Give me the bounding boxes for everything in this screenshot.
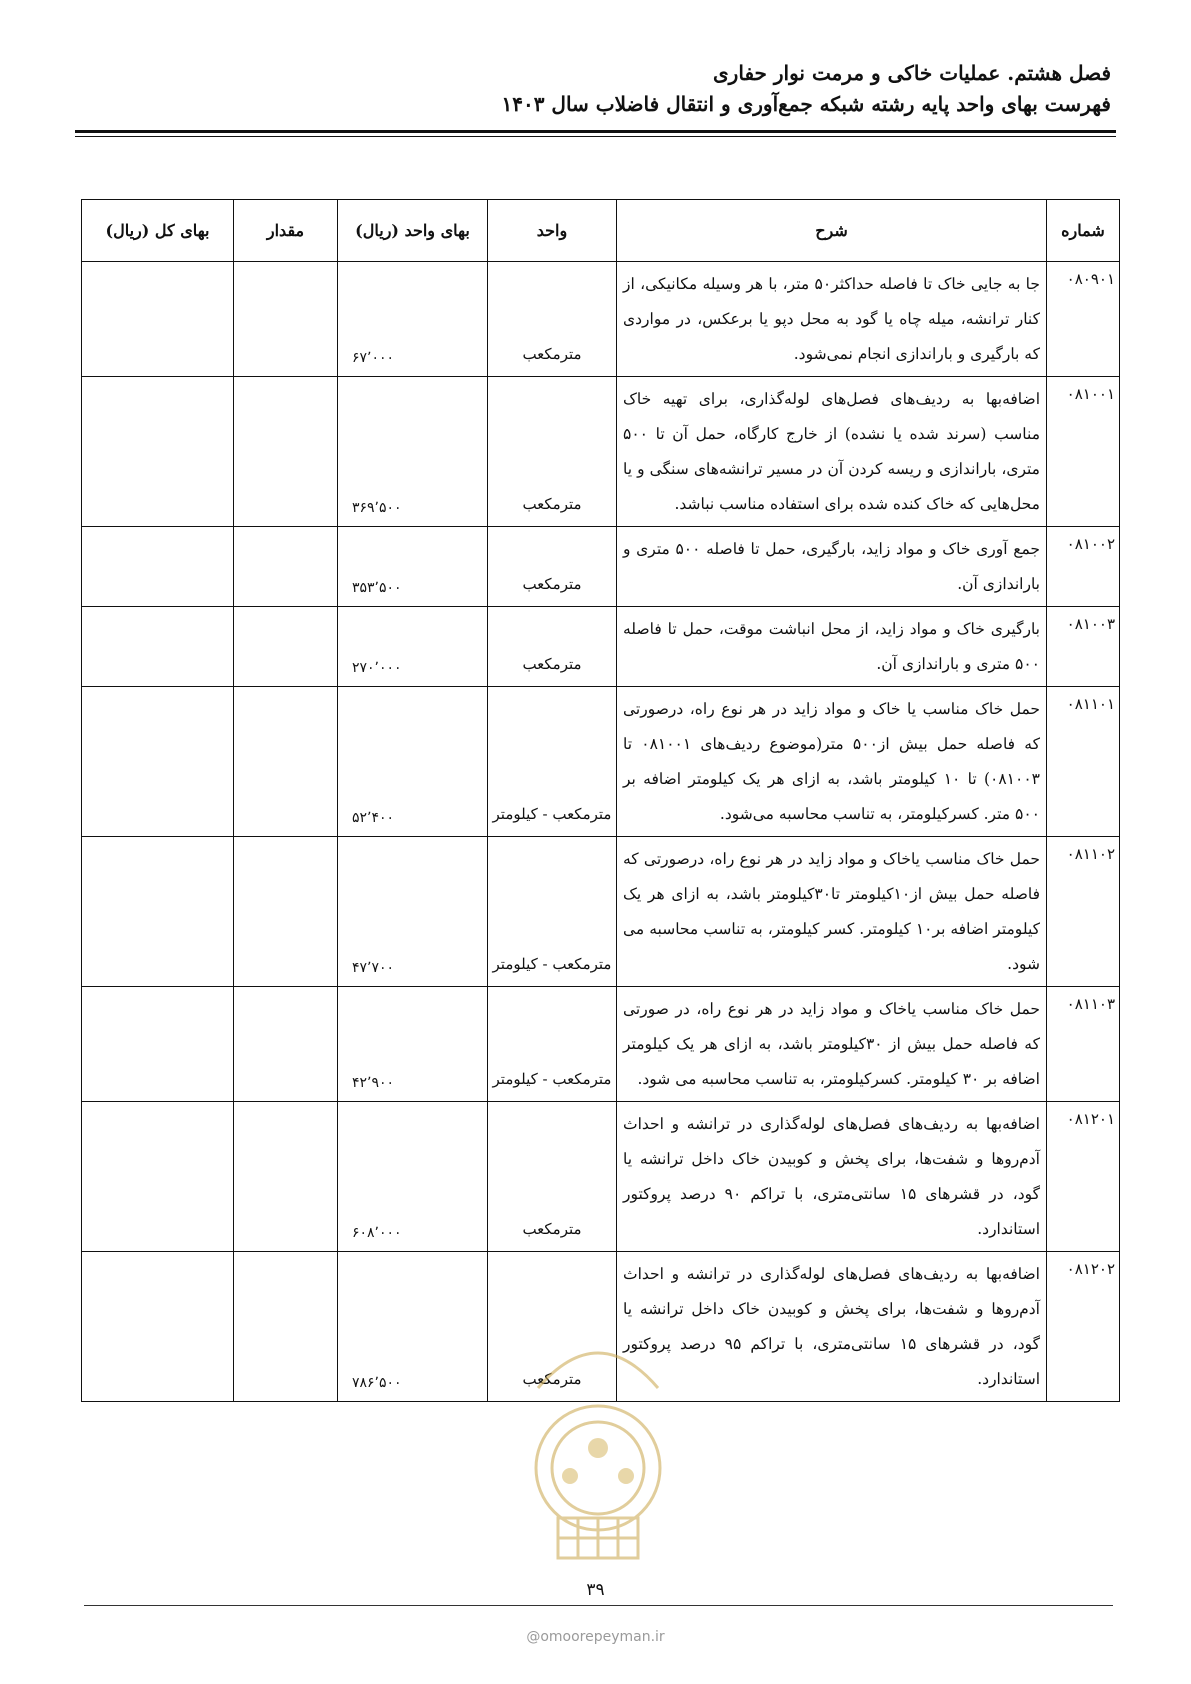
- item-number: ۰۸۱۲۰۲: [1047, 1252, 1120, 1402]
- page-number: ۳۹: [586, 1580, 605, 1600]
- item-quantity: [234, 687, 338, 837]
- item-description: اضافه‌بها به ردیف‌های فصل‌های لوله‌گذاری در ترانشه و احداث آدم‌روها و شفت‌ها، برای پخش و کوبیدن خاک داخل ترانشه یا گود، در قشرهای ۱۵ سانتی‌متری، با تراکم ۹۵ درصد پروکتور استاندارد.: [617, 1252, 1047, 1402]
- watermark-url: @omoorepeyman.ir: [526, 1629, 665, 1645]
- item-description: حمل خاک مناسب یاخاک و مواد زاید در هر نوع راه، درصورتی که فاصله حمل بیش از۱۰کیلومتر تا۳۰کیلومتر باشد، به ازای هر یک کیلومتر اضافه بر۱۰ کیلومتر. کسر کیلومتر، به تناسب محاسبه می شود.: [617, 837, 1047, 987]
- item-number: ۰۸۱۰۰۱: [1047, 377, 1120, 527]
- item-number: ۰۸۱۱۰۲: [1047, 837, 1120, 987]
- item-number: ۰۸۱۲۰۱: [1047, 1102, 1120, 1252]
- item-unit: مترمکعب: [488, 262, 617, 377]
- item-total: [82, 687, 234, 837]
- item-quantity: [234, 377, 338, 527]
- item-unit: مترمکعب: [488, 607, 617, 687]
- column-header-number: شماره: [1047, 200, 1120, 262]
- item-unit-price: ۳۵۳٬۵۰۰: [338, 527, 488, 607]
- item-description: حمل خاک مناسب یاخاک و مواد زاید در هر نوع راه، در صورتی که فاصله حمل بیش از ۳۰کیلومتر باشد، به ازای هر یک کیلومتر اضافه بر ۳۰ کیلومتر. کسرکیلومتر، به تناسب محاسبه می شود.: [617, 987, 1047, 1102]
- chapter-title: فصل هشتم. عملیات خاکی و مرمت نوار حفاری: [713, 61, 1111, 85]
- item-total: [82, 987, 234, 1102]
- item-total: [82, 377, 234, 527]
- table-row: [82, 987, 1120, 1102]
- item-unit: مترمکعب - کیلومتر: [488, 687, 617, 837]
- header-rule-thick: [75, 130, 1116, 133]
- item-unit: مترمکعب - کیلومتر: [488, 837, 617, 987]
- item-description: اضافه‌بها به ردیف‌های فصل‌های لوله‌گذاری، برای تهیه خاک مناسب (سرند شده یا نشده) از خارج کارگاه، حمل آن تا ۵۰۰ متری، باراندازی و ریسه کردن آن در مسیر ترانشه‌های سنگی و یا محل‌هایی که خاک کنده شده برای استفاده مناسب نباشد.: [617, 377, 1047, 527]
- item-total: [82, 262, 234, 377]
- item-unit: مترمکعب: [488, 1102, 617, 1252]
- item-total: [82, 607, 234, 687]
- item-unit: مترمکعب: [488, 377, 617, 527]
- item-unit-price: ۳۶۹٬۵۰۰: [338, 377, 488, 527]
- item-quantity: [234, 607, 338, 687]
- document-subtitle: فهرست بهای واحد پایه رشته شبکه جمع‌آوری و انتقال فاضلاب سال ۱۴۰۳: [501, 92, 1111, 116]
- table-row: [82, 837, 1120, 987]
- item-description: جا به جایی خاک تا فاصله حداکثر۵۰ متر، با هر وسیله مکانیکی، از کنار ترانشه، میله چاه یا گود به محل دپو یا برعکس، در مواردی که بارگیری و باراندازی انجام نمی‌شود.: [617, 262, 1047, 377]
- item-unit-price: ۷۸۶٬۵۰۰: [338, 1252, 488, 1402]
- item-unit: مترمکعب - کیلومتر: [488, 987, 617, 1102]
- item-unit-price: ۲۷۰٬۰۰۰: [338, 607, 488, 687]
- item-number: ۰۸۱۰۰۲: [1047, 527, 1120, 607]
- price-table: [81, 199, 1120, 1402]
- table-row: [82, 527, 1120, 607]
- column-header-unit: واحد: [488, 200, 617, 262]
- table-row: [82, 262, 1120, 377]
- table-row: [82, 607, 1120, 687]
- table-header-row: [82, 200, 1120, 262]
- item-total: [82, 527, 234, 607]
- item-quantity: [234, 262, 338, 377]
- column-header-quantity: مقدار: [234, 200, 338, 262]
- item-unit: مترمکعب: [488, 527, 617, 607]
- item-description: بارگیری خاک و مواد زاید، از محل انباشت موقت، حمل تا فاصله ۵۰۰ متری و باراندازی آن.: [617, 607, 1047, 687]
- item-unit-price: ۶۷٬۰۰۰: [338, 262, 488, 377]
- item-unit-price: ۴۲٬۹۰۰: [338, 987, 488, 1102]
- item-description: جمع آوری خاک و مواد زاید، بارگیری، حمل تا فاصله ۵۰۰ متری و باراندازی آن.: [617, 527, 1047, 607]
- item-description: حمل خاک مناسب یا خاک و مواد زاید در هر نوع راه، درصورتی که فاصله حمل بیش از۵۰۰ متر(موضوع ردیف‌های ۰۸۱۰۰۱ تا ۰۸۱۰۰۳) تا ۱۰ کیلومتر باشد، به ازای هر یک کیلومتر اضافه بر ۵۰۰ متر. کسرکیلومتر، به تناسب محاسبه می‌شود.: [617, 687, 1047, 837]
- item-number: ۰۸۱۱۰۱: [1047, 687, 1120, 837]
- column-header-description: شرح: [617, 200, 1047, 262]
- item-quantity: [234, 1102, 338, 1252]
- column-header-total: بهای کل (ریال): [82, 200, 234, 262]
- item-unit-price: ۴۷٬۷۰۰: [338, 837, 488, 987]
- page-header: [71, 58, 1111, 120]
- item-quantity: [234, 987, 338, 1102]
- item-quantity: [234, 527, 338, 607]
- header-rule-thin: [75, 136, 1116, 137]
- footer-rule: [84, 1605, 1113, 1606]
- item-quantity: [234, 837, 338, 987]
- item-description: اضافه‌بها به ردیف‌های فصل‌های لوله‌گذاری در ترانشه و احداث آدم‌روها و شفت‌ها، برای پخش و کوبیدن خاک داخل ترانشه یا گود، در قشرهای ۱۵ سانتی‌متری، با تراکم ۹۰ درصد پروکتور استاندارد.: [617, 1102, 1047, 1252]
- item-unit: مترمکعب: [488, 1252, 617, 1402]
- item-total: [82, 837, 234, 987]
- table-row: [82, 687, 1120, 837]
- table-row: [82, 1102, 1120, 1252]
- item-quantity: [234, 1252, 338, 1402]
- item-total: [82, 1252, 234, 1402]
- seal-stamp: [498, 1318, 698, 1578]
- table-row: [82, 377, 1120, 527]
- column-header-unit-price: بهای واحد (ریال): [338, 200, 488, 262]
- item-number: ۰۸۰۹۰۱: [1047, 262, 1120, 377]
- item-number: ۰۸۱۱۰۳: [1047, 987, 1120, 1102]
- item-unit-price: ۵۲٬۴۰۰: [338, 687, 488, 837]
- item-unit-price: ۶۰۸٬۰۰۰: [338, 1102, 488, 1252]
- item-total: [82, 1102, 234, 1252]
- item-number: ۰۸۱۰۰۳: [1047, 607, 1120, 687]
